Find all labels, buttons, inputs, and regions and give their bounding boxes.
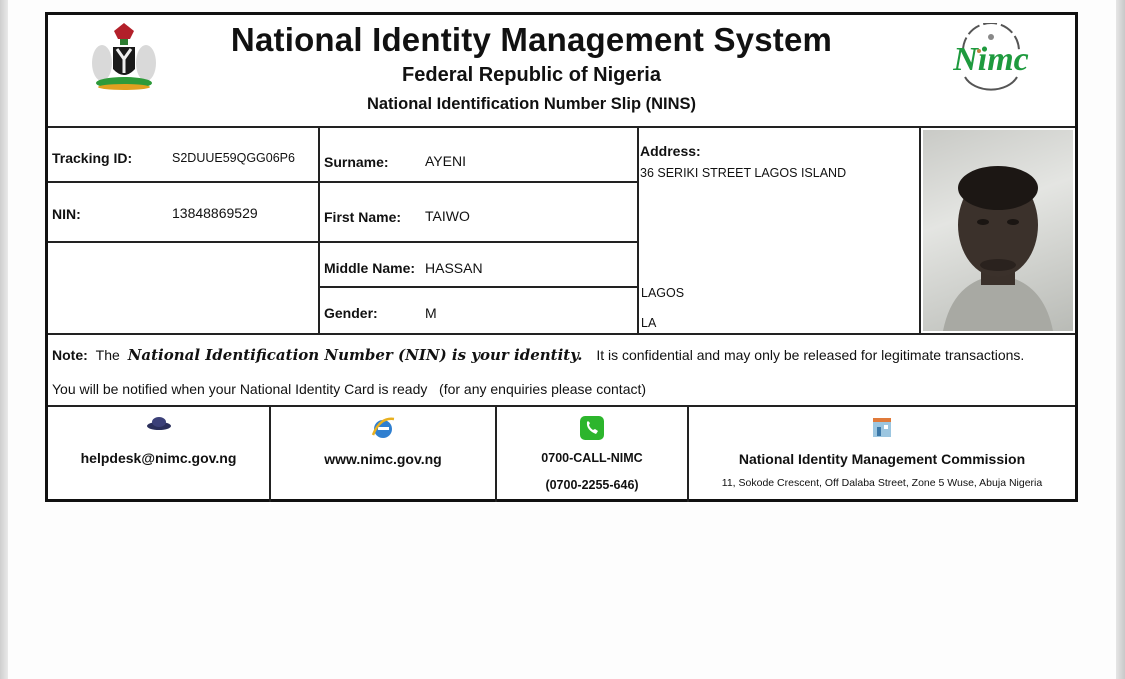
email-cell	[48, 415, 269, 466]
tracking-id-value: S2DUUE59QGG06P6	[172, 151, 295, 165]
note-label: Note:	[52, 347, 88, 363]
office-cell	[689, 415, 1075, 489]
note-emphasis: National Identification Number (NIN) is your identity.	[127, 346, 583, 364]
nin-label: NIN:	[52, 206, 81, 222]
email-icon	[146, 415, 172, 431]
nin-value: 13848869529	[172, 205, 258, 221]
nimc-logo	[941, 23, 1041, 95]
phone-number[interactable]: (0700-2255-646)	[545, 478, 639, 492]
slip-title: National Identification Number Slip (NINS)	[366, 95, 697, 113]
country-subtitle: Federal Republic of Nigeria	[402, 64, 661, 86]
note-line-1	[52, 346, 1024, 364]
gender-value: M	[425, 305, 437, 321]
surname-label: Surname:	[324, 154, 389, 170]
surname-value: AYENI	[425, 153, 466, 169]
org-address: 11, Sokode Crescent, Off Dalaba Street, Zone 5 Wuse, Abuja Nigeria	[721, 477, 1043, 489]
note-rest: It is confidential and may only be released for legitimate transactions.	[596, 347, 1025, 363]
tracking-id-label: Tracking ID:	[52, 150, 133, 166]
org-name: National Identity Management Commission	[738, 451, 1026, 467]
passport-photo	[923, 130, 1073, 331]
note-prefix: The	[95, 347, 120, 363]
phone-text[interactable]: 0700-CALL-NIMC	[541, 451, 643, 465]
first-name-label: First Name:	[324, 209, 402, 225]
phone-icon	[579, 415, 605, 441]
nimc-logo-text: Nimc	[953, 41, 1029, 78]
address-state: LA	[641, 316, 657, 330]
page-scrollbar[interactable]	[1116, 0, 1125, 679]
office-building-icon	[870, 415, 894, 439]
page-edge-left	[0, 0, 8, 679]
first-name-value: TAIWO	[425, 208, 470, 224]
middle-name-label: Middle Name:	[324, 260, 416, 276]
gender-label: Gender:	[324, 305, 378, 321]
website-link[interactable]: www.nimc.gov.ng	[324, 451, 442, 467]
email-link[interactable]: helpdesk@nimc.gov.ng	[80, 450, 237, 466]
middle-name-value: HASSAN	[425, 260, 483, 276]
address-city: LAGOS	[641, 286, 685, 300]
note-line-2: You will be notified when your National Identity Card is ready (for any enquiries please contact)	[52, 381, 647, 397]
address-label: Address:	[640, 143, 701, 159]
internet-explorer-icon	[370, 415, 396, 441]
address-line1: 36 SERIKI STREET LAGOS ISLAND	[640, 166, 847, 180]
system-title: National Identity Management System	[230, 21, 833, 58]
phone-cell	[497, 415, 687, 492]
nin-slip	[45, 12, 1078, 502]
website-cell	[271, 415, 495, 467]
